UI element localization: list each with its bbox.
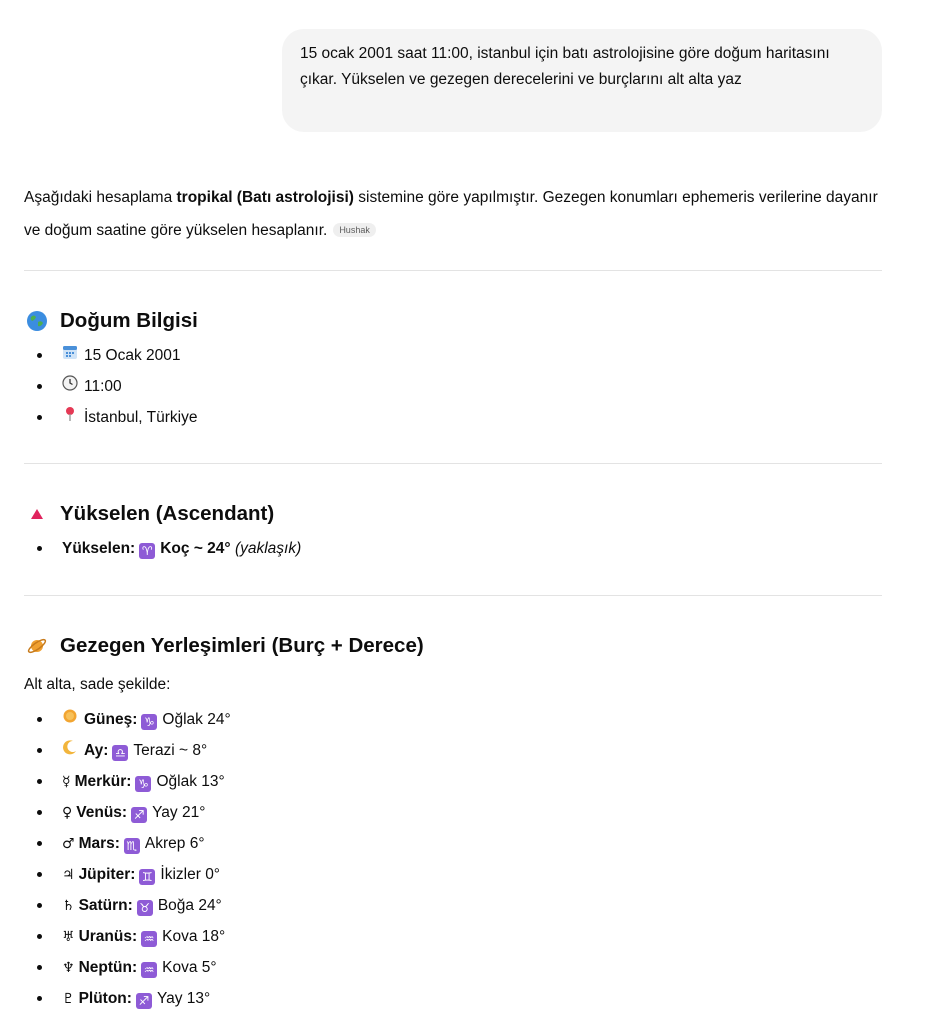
planet-label: Merkür: [74,773,132,790]
section-heading-ascendant [26,500,274,528]
section-title-planets: Gezegen Yerleşimleri (Burç + Derece) [60,634,424,657]
aries-sign-icon: ♈ [139,543,155,559]
planet-label: Plüton: [78,990,132,1007]
zodiac-sign-icon: ♒ [141,962,157,978]
divider [24,270,882,271]
zodiac-sign-icon: ♑ [141,714,157,730]
planet-label: Uranüs: [78,928,138,945]
planet-symbol: ♀ [62,805,73,821]
section-heading-birth [26,307,198,335]
planet-symbol: ♅ [62,929,75,945]
list-item-place [0,402,197,433]
zodiac-sign-icon: ♉ [137,900,153,916]
globe-icon [26,310,48,332]
planet-symbol: ♆ [62,960,75,976]
planet-value: Kova 5° [162,959,217,976]
list-item-planet [0,859,231,890]
planet-value: Yay 13° [156,990,211,1007]
divider [24,463,882,464]
intro-text-post: sistemine göre yapılmıştır. Gezegen konumları ephemeris verilerine dayanır ve doğum saatine göre yükselen hesaplanır. [24,189,878,239]
list-item-planet [0,921,231,952]
list-item-planet [0,890,231,921]
ascendant-label: Yükselen: [62,540,136,557]
list-item-date [0,340,197,371]
divider [24,595,882,596]
clock-icon [62,371,78,402]
user-message-text: 15 ocak 2001 saat 11:00, istanbul için batı astrolojisine göre doğum haritasını çıkar. Yükselen ve gezegen derecelerini ve burçlarını alt alta yaz [300,45,830,88]
planet-symbol: ♃ [62,867,75,883]
list-item-planet [0,766,231,797]
birth-place: İstanbul, Türkiye [84,409,198,426]
planet-value: Terazi ~ 8° [133,742,208,759]
intro-text-bold: tropikal (Batı astrolojisi) [176,189,354,206]
ascendant-list [0,533,301,564]
moon-icon [62,735,78,766]
birth-info-list [0,340,197,433]
planet-value: Yay 21° [152,804,206,821]
planet-label: Venüs: [76,804,128,821]
planet-value: Boğa 24° [157,897,222,914]
planet-symbol: ♄ [62,898,75,914]
list-item-planet [0,797,231,828]
list-item-planet [0,983,231,1014]
zodiac-sign-icon: ♎ [112,745,128,761]
zodiac-sign-icon: ♏ [124,838,140,854]
red-triangle-icon [26,503,48,525]
list-item-planet [0,735,231,766]
planet-label: Güneş: [84,711,138,728]
planet-label: Ay: [84,742,109,759]
planet-value: Kova 18° [162,928,226,945]
source-chip[interactable]: Hushak [333,223,376,237]
pin-icon [62,402,78,433]
birth-time: 11:00 [84,378,122,395]
calendar-icon [62,340,78,371]
planet-symbol: ♂ [62,836,75,852]
planet-symbol: ☿ [62,774,71,790]
planet-symbol: ♇ [62,991,75,1007]
birth-date: 15 Ocak 2001 [84,347,181,364]
planet-label: Jüpiter: [78,866,136,883]
planet-label: Mars: [78,835,120,852]
section-title-ascendant: Yükselen (Ascendant) [60,502,275,525]
planet-icon [26,635,48,657]
ascendant-value: Koç ~ 24° [160,540,231,557]
list-item-planet [0,828,231,859]
planet-value: Oğlak 13° [156,773,225,790]
user-message-bubble [282,29,882,132]
planet-value: İkizler 0° [160,866,221,883]
list-item-planet [0,952,231,983]
section-heading-planets [26,632,424,660]
intro-paragraph [24,181,884,247]
planet-label: Neptün: [78,959,138,976]
planet-value: Oğlak 24° [162,711,231,728]
planet-value: Akrep 6° [144,835,205,852]
planets-subtitle: Alt alta, sade şekilde: [24,676,171,693]
zodiac-sign-icon: ♐ [136,993,152,1009]
intro-text-pre: Aşağıdaki hesaplama [24,189,177,206]
zodiac-sign-icon: ♑ [135,776,151,792]
list-item-planet [0,704,231,735]
zodiac-sign-icon: ♊ [139,869,155,885]
planet-label: Satürn: [78,897,133,914]
section-title-birth: Doğum Bilgisi [60,309,198,332]
list-item-ascendant [0,533,301,564]
zodiac-sign-icon: ♒ [141,931,157,947]
list-item-time [0,371,197,402]
planet-list [0,704,231,1014]
sun-icon [62,704,78,735]
ascendant-note: (yaklaşık) [234,540,302,557]
zodiac-sign-icon: ♐ [131,807,147,823]
